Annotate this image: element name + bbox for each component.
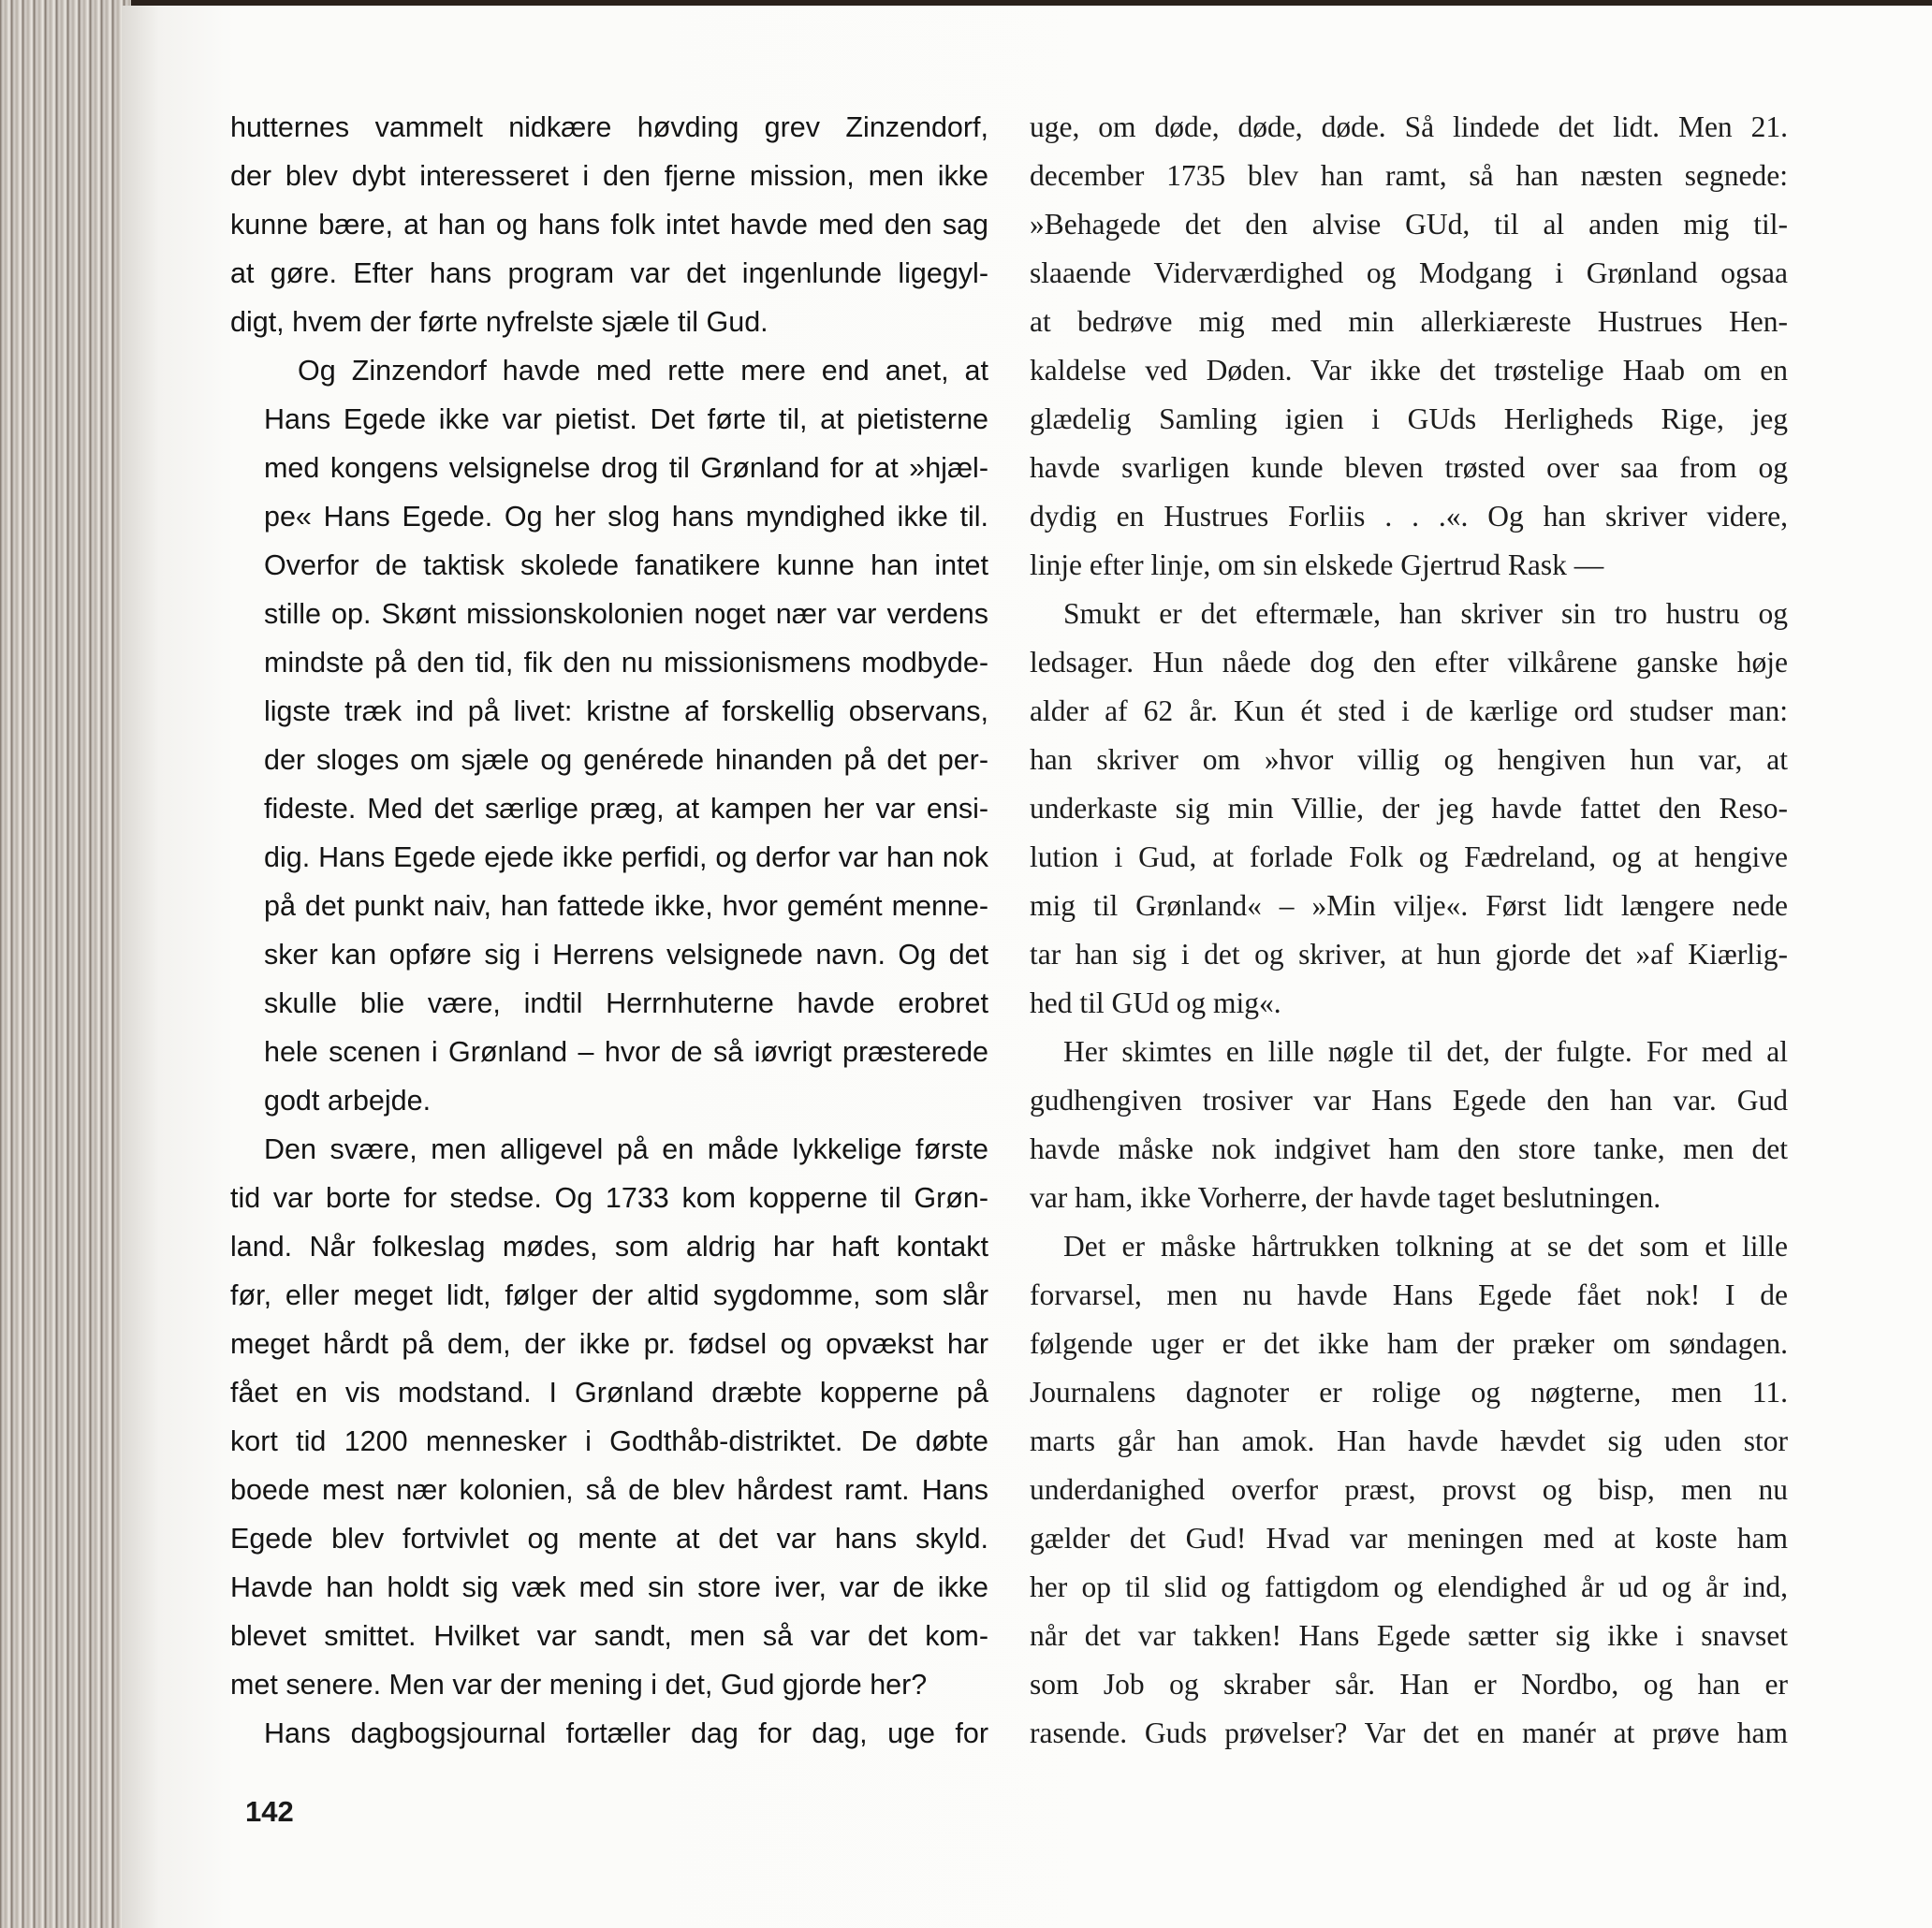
text-line: stille op. Skønt missionskolonien noget nær var verdens bbox=[264, 598, 988, 630]
text-line: han skriver om »hvor villig og hengiven hun var, at bbox=[1030, 743, 1788, 776]
paragraph-left-2 bbox=[230, 346, 988, 1125]
text-line: »Behagede det den alvise GUd, til al anden mig til- bbox=[1030, 208, 1788, 241]
text-line: Smukt er det eftermæle, han skriver sin tro hustru og bbox=[1063, 597, 1788, 630]
text-line: havde svarligen kunde bleven trøsted over saa from og bbox=[1030, 451, 1788, 484]
text-line: sker kan opføre sig i Herrens velsignede navn. Og det bbox=[264, 939, 988, 971]
text-line: fideste. Med det særlige præg, at kampen her var ensi- bbox=[264, 793, 988, 825]
text-line: alder af 62 år. Kun ét sted i de kærlige ord studser man: bbox=[1030, 694, 1788, 727]
text-line: følgende uger er det ikke ham der præker om søndagen. bbox=[1030, 1327, 1788, 1360]
text-line: underkaste sig min Villie, der jeg havde fattet den Reso- bbox=[1030, 792, 1788, 825]
text-line: kunne bære, at han og hans folk intet havde med den sag bbox=[230, 209, 988, 241]
text-line: uge, om døde, døde, døde. Så lindede det lidt. Men 21. bbox=[1030, 110, 1788, 143]
text-line: med kongens velsignelse drog til Grønland for at »hjæl- bbox=[264, 452, 988, 484]
book-page-edges bbox=[0, 0, 131, 1928]
text-line: marts går han amok. Han havde hævdet sig uden stor bbox=[1030, 1424, 1788, 1457]
text-line: som Job og skraber sår. Han er Nordbo, og han er bbox=[1030, 1668, 1788, 1701]
paragraph-right-4 bbox=[1030, 1222, 1788, 1758]
text-line: land. Når folkeslag mødes, som aldrig har haft kontakt bbox=[230, 1231, 988, 1263]
text-line: når det var takken! Hans Egede sætter sig ikke i snavset bbox=[1030, 1619, 1788, 1652]
text-line: Journalens dagnoter er rolige og nøgterne, men 11. bbox=[1030, 1376, 1788, 1409]
paragraph-left-1 bbox=[230, 103, 988, 346]
text-line: her op til slid og fattigdom og elendighed år ud og år ind, bbox=[1030, 1570, 1788, 1603]
text-line: underdanighed overfor præst, provst og bisp, men nu bbox=[1030, 1473, 1788, 1506]
text-line: Og Zinzendorf havde med rette mere end anet, at bbox=[298, 355, 988, 387]
text-line: at gøre. Efter hans program var det ingenlunde ligegyl- bbox=[230, 257, 988, 289]
text-line: dydig en Hustrues Forliis . . .«. Og han skriver videre, bbox=[1030, 500, 1788, 533]
text-line: havde måske nok indgivet ham den store tanke, men det bbox=[1030, 1132, 1788, 1165]
text-line: pe« Hans Egede. Og her slog hans myndighed ikke til. bbox=[264, 501, 988, 533]
text-line: kort tid 1200 mennesker i Godthåb-distriktet. De døbte bbox=[230, 1425, 988, 1457]
text-line: gudhengiven trosiver var Hans Egede den han var. Gud bbox=[1030, 1084, 1788, 1117]
text-line: godt arbejde. bbox=[264, 1085, 432, 1117]
right-text-column bbox=[1030, 103, 1788, 1758]
text-line: før, eller meget lidt, følger der altid sygdomme, som slår bbox=[230, 1279, 988, 1311]
text-line: kaldelse ved Døden. Var ikke det trøstelige Haab om en bbox=[1030, 354, 1788, 387]
text-line: Her skimtes en lille nøgle til det, der fulgte. For med al bbox=[1063, 1035, 1788, 1068]
text-line: glædelig Samling igien i GUds Herligheds Rige, jeg bbox=[1030, 402, 1788, 435]
text-line: boede mest nær kolonien, så de blev hårdest ramt. Hans bbox=[230, 1474, 988, 1506]
page-number: 142 bbox=[245, 1795, 294, 1828]
text-line: Overfor de taktisk skolede fanatikere kunne han intet bbox=[264, 549, 988, 581]
text-line: rasende. Guds prøvelser? Var det en manér at prøve ham bbox=[1030, 1716, 1788, 1749]
text-line: Egede blev fortvivlet og mente at det var hans skyld. bbox=[230, 1523, 988, 1555]
paragraph-right-2 bbox=[1030, 590, 1788, 1028]
text-line: hele scenen i Grønland – hvor de så iøvrigt præsterede bbox=[264, 1036, 988, 1068]
text-line: Det er måske hårtrukken tolkning at se det som et lille bbox=[1063, 1230, 1788, 1263]
text-line: der sloges om sjæle og genérede hinanden på det per- bbox=[264, 744, 988, 776]
text-line: slaaende Viderværdighed og Modgang i Grønland ogsaa bbox=[1030, 256, 1788, 289]
left-text-column bbox=[230, 103, 988, 1758]
text-line: skulle blie være, indtil Herrnhuterne havde erobret bbox=[264, 987, 988, 1019]
text-line: mindste på den tid, fik den nu missionismens modbyde- bbox=[264, 647, 988, 679]
text-line: der blev dybt interesseret i den fjerne mission, men ikke bbox=[230, 160, 988, 192]
text-line: linje efter linje, om sin elskede Gjertrud Rask — bbox=[1030, 548, 1604, 581]
text-line: fået en vis modstand. I Grønland dræbte kopperne på bbox=[230, 1377, 988, 1409]
text-line: meget hårdt på dem, der ikke pr. fødsel og opvækst har bbox=[230, 1328, 988, 1360]
text-line: mig til Grønland« – »Min vilje«. Først lidt længere nede bbox=[1030, 889, 1788, 922]
text-line: blevet smittet. Hvilket var sandt, men så var det kom- bbox=[230, 1620, 988, 1652]
text-line: met senere. Men var der mening i det, Gud gjorde her? bbox=[230, 1669, 928, 1701]
text-line: gælder det Gud! Hvad var meningen med at koste ham bbox=[1030, 1522, 1788, 1555]
text-line: ligste træk ind på livet: kristne af forskellig observans, bbox=[264, 695, 988, 727]
text-line: Hans dagbogsjournal fortæller dag for dag, uge for bbox=[264, 1717, 988, 1749]
text-line: tar han sig i det og skriver, at hun gjorde det »af Kiærlig- bbox=[1030, 938, 1788, 971]
text-line: hed til GUd og mig«. bbox=[1030, 986, 1281, 1019]
paragraph-left-4 bbox=[230, 1709, 988, 1758]
text-line: lution i Gud, at forlade Folk og Fædreland, og at hengive bbox=[1030, 840, 1788, 873]
text-line: hutternes vammelt nidkære høvding grev Zinzendorf, bbox=[230, 111, 988, 143]
text-line: Den svære, men alligevel på en måde lykkelige første bbox=[264, 1133, 988, 1165]
text-line: dig. Hans Egede ejede ikke perfidi, og derfor var han nok bbox=[264, 841, 988, 873]
paragraph-right-3 bbox=[1030, 1028, 1788, 1222]
text-line: ledsager. Hun nåede dog den efter vilkårene ganske høje bbox=[1030, 646, 1788, 679]
text-line: på det punkt naiv, han fattede ikke, hvor gemént menne- bbox=[264, 890, 988, 922]
text-line: december 1735 blev han ramt, så han næsten segnede: bbox=[1030, 159, 1788, 192]
text-line: at bedrøve mig med min allerkiæreste Hustrues Hen- bbox=[1030, 305, 1788, 338]
text-line: Havde han holdt sig væk med sin store iver, var de ikke bbox=[230, 1571, 988, 1603]
text-line: forvarsel, men nu havde Hans Egede fået nok! I de bbox=[1030, 1278, 1788, 1311]
text-line: tid var borte for stedse. Og 1733 kom kopperne til Grøn- bbox=[230, 1182, 988, 1214]
text-line: digt, hvem der førte nyfrelste sjæle til Gud. bbox=[230, 306, 768, 338]
paragraph-right-1 bbox=[1030, 103, 1788, 590]
text-line: var ham, ikke Vorherre, der havde taget beslutningen. bbox=[1030, 1181, 1661, 1214]
text-line: Hans Egede ikke var pietist. Det førte til, at pietisterne bbox=[264, 403, 988, 435]
paragraph-left-3 bbox=[230, 1125, 988, 1709]
